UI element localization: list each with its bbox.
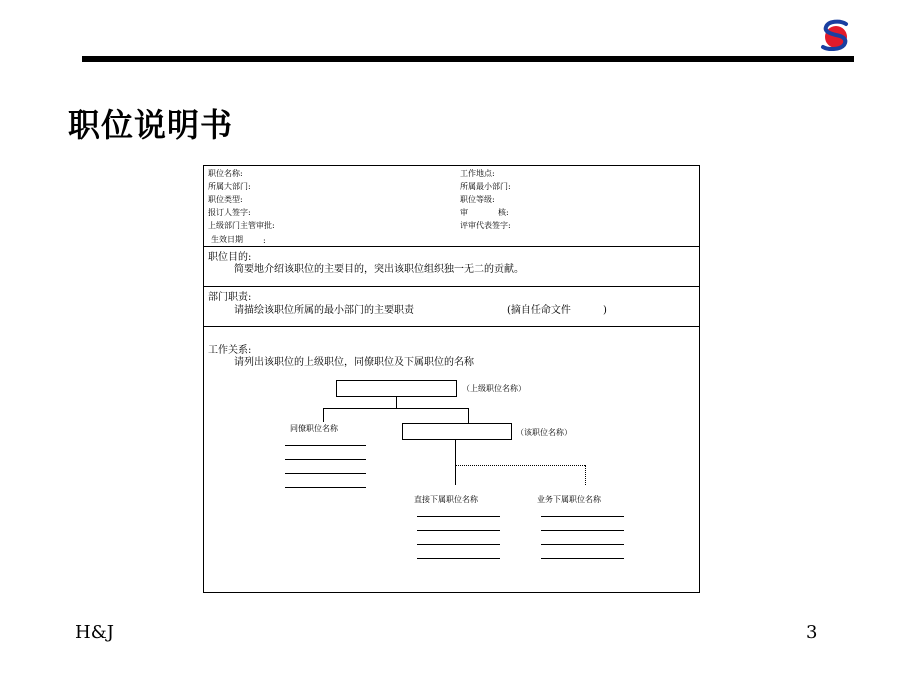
duties-note: (摘自任命文件 [507, 305, 571, 316]
footer-brand: H&J [75, 622, 114, 643]
job-description-form [203, 165, 700, 593]
business-subordinate-line [541, 530, 624, 531]
top-rule [82, 56, 854, 62]
field-smallest-department: 所属最小部门: [460, 182, 511, 191]
dotted-connector [585, 465, 586, 485]
superior-position-box [336, 380, 457, 397]
page-title: 职位说明书 [68, 106, 234, 144]
direct-subordinate-label: 直接下属职位名称 [414, 495, 478, 504]
connector-line [323, 408, 324, 422]
field-job-level: 职位等级: [460, 195, 495, 204]
connector-line [323, 408, 469, 409]
peer-line [285, 473, 366, 474]
business-subordinate-line [541, 516, 624, 517]
field-job-type: 职位类型: [208, 195, 243, 204]
direct-subordinate-line [417, 530, 500, 531]
field-department: 所属大部门: [208, 182, 251, 191]
connector-line [396, 397, 397, 408]
s-logo-icon [818, 18, 852, 52]
direct-subordinate-line [417, 516, 500, 517]
peer-line [285, 459, 366, 460]
connector-line [468, 408, 469, 423]
dotted-connector [455, 465, 585, 466]
field-review: 审 [460, 208, 468, 217]
direct-subordinate-line [417, 544, 500, 545]
field-effective-date: 生效日期 [211, 235, 243, 244]
superior-position-label: （上级职位名称） [462, 384, 526, 393]
field-review-suffix: 核: [498, 208, 509, 217]
peer-line [285, 487, 366, 488]
section-divider [203, 246, 700, 247]
relations-description: 请列出该职位的上级职位，同僚职位及下属职位的名称 [234, 357, 474, 368]
business-subordinate-line [541, 558, 624, 559]
relations-label: 工作关系: [208, 345, 252, 356]
field-effective-date-colon: : [263, 236, 266, 245]
field-author-signature: 报订人签字: [208, 208, 251, 217]
duties-description: 请描绘该职位所属的最小部门的主要职责 [234, 305, 414, 316]
field-work-location: 工作地点: [460, 169, 495, 178]
page-number: 3 [806, 622, 818, 643]
peer-line [285, 445, 366, 446]
field-job-title: 职位名称: [208, 169, 243, 178]
purpose-description: 简要地介绍该职位的主要目的，突出该职位组织独一无二的贡献。 [234, 264, 524, 275]
business-subordinate-line [541, 544, 624, 545]
business-subordinate-label: 业务下属职位名称 [537, 495, 601, 504]
current-position-box [402, 423, 512, 440]
duties-label: 部门职责: [208, 292, 252, 303]
field-reviewer-signature: 评审代表签字: [460, 221, 511, 230]
duties-note-close: ) [603, 305, 607, 316]
field-manager-approval: 上级部门主管审批: [208, 221, 275, 230]
section-divider [203, 326, 700, 327]
peer-position-label: 同僚职位名称 [290, 424, 338, 433]
purpose-label: 职位目的: [208, 252, 252, 263]
section-divider [203, 286, 700, 287]
connector-line [455, 440, 456, 485]
direct-subordinate-line [417, 558, 500, 559]
current-position-label: （该职位名称） [516, 428, 572, 437]
